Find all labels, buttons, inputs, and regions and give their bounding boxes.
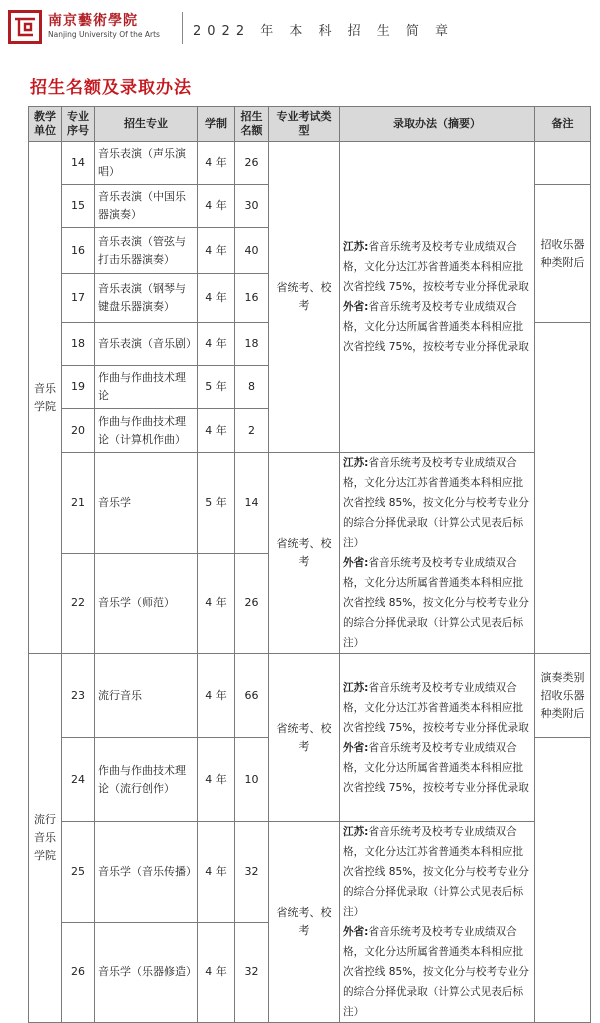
rule-other-province-label: 外省: [343,301,369,313]
major-name: 音乐学（师范） [95,553,198,654]
admission-table [28,106,591,1023]
quota: 66 [235,654,269,738]
table-row [29,654,591,738]
quota: 30 [235,185,269,228]
rule-jiangsu-label: 江苏: [343,457,369,469]
note-cell: 演奏类别招收乐器种类附后 [535,654,591,738]
major-number: 18 [62,323,95,366]
study-years: 4 年 [198,553,235,654]
quota: 32 [235,822,269,923]
column-header: 专业序号 [62,107,95,142]
study-years: 4 年 [198,922,235,1023]
note-cell: 招收乐器种类附后 [535,185,591,323]
study-years: 4 年 [198,142,235,185]
rule-jiangsu-label: 江苏: [343,681,369,694]
column-header: 专业考试类型 [269,107,340,142]
quota: 10 [235,738,269,822]
rule-other-province-text: 省音乐统考及校考专业成绩双合格，文化分达所属省普通类本科相应批次省控线 75%，按校考专业分择优录取 [343,301,529,353]
major-name: 音乐表演（中国乐器演奏） [95,185,198,228]
quota: 18 [235,323,269,366]
admission-rule-cell [340,822,535,1023]
study-years: 4 年 [198,409,235,453]
column-header: 教学单位 [29,107,62,142]
column-header: 招生专业 [95,107,198,142]
major-number: 21 [62,453,95,554]
exam-type-cell: 省统考、校考 [269,453,340,654]
major-number: 26 [62,922,95,1023]
rule-other-province-label: 外省: [343,926,369,938]
quota: 26 [235,142,269,185]
major-name: 音乐表演（声乐演唱） [95,142,198,185]
exam-type-cell: 省统考、校考 [269,142,340,453]
table-row [29,822,591,923]
column-header: 录取办法（摘要） [340,107,535,142]
major-name: 音乐表演（管弦与打击乐器演奏） [95,228,198,274]
major-number: 15 [62,185,95,228]
major-name: 音乐学 [95,453,198,554]
note-cell [535,323,591,654]
study-years: 4 年 [198,654,235,738]
major-name: 音乐学（音乐传播） [95,822,198,923]
quota: 32 [235,922,269,1023]
table-row [29,453,591,554]
major-number: 14 [62,142,95,185]
study-years: 5 年 [198,366,235,409]
note-cell [535,142,591,185]
column-header: 招生名额 [235,107,269,142]
major-name: 流行音乐 [95,654,198,738]
university-name-cn: 南京藝術學院 [48,13,138,29]
quota: 40 [235,228,269,274]
quota: 26 [235,553,269,654]
teaching-unit-cell: 音乐学院 [29,142,62,654]
major-number: 17 [62,274,95,323]
quota: 14 [235,453,269,554]
major-name: 音乐学（乐器修造） [95,922,198,1023]
study-years: 4 年 [198,274,235,323]
major-name: 作曲与作曲技术理论（流行创作） [95,738,198,822]
study-years: 4 年 [198,822,235,923]
quota: 8 [235,366,269,409]
study-years: 4 年 [198,185,235,228]
rule-jiangsu-label: 江苏: [343,241,369,253]
section-title: 招生名额及录取办法 [30,78,192,98]
rule-jiangsu-label: 江苏: [343,826,369,838]
rule-jiangsu-text: 省音乐统考及校考专业成绩双合格，文化分达江苏省普通类本科相应批次省控线 85%，按文化分与校考专业分的综合分择优录取（计算公式见表后标注） [343,826,529,918]
major-number: 22 [62,553,95,654]
note-cell [535,738,591,1023]
major-number: 16 [62,228,95,274]
study-years: 4 年 [198,323,235,366]
teaching-unit-cell: 流行音乐学院 [29,654,62,1023]
rule-other-province-label: 外省: [343,741,369,754]
table-row [29,142,591,185]
study-years: 5 年 [198,453,235,554]
major-name: 音乐表演（钢琴与键盘乐器演奏） [95,274,198,323]
exam-type-cell: 省统考、校考 [269,822,340,1023]
rule-jiangsu-text: 省音乐统考及校考专业成绩双合格，文化分达江苏省普通类本科相应批次省控线 75%，按校考专业分择优录取 [343,681,529,734]
major-number: 23 [62,654,95,738]
rule-other-province-text: 省音乐统考及校考专业成绩双合格，文化分达所属省普通类本科相应批次省控线 85%，按文化分与校考专业分的综合分择优录取（计算公式见表后标注） [343,557,529,649]
major-number: 19 [62,366,95,409]
rule-other-province-text: 省音乐统考及校考专业成绩双合格，文化分达所属省普通类本科相应批次省控线 75%，按校考专业分择优录取 [343,741,529,794]
rule-jiangsu-text: 省音乐统考及校考专业成绩双合格，文化分达江苏省普通类本科相应批次省控线 75%，按校考专业分择优录取 [343,241,529,293]
admission-rule-cell [340,142,535,453]
document-title: 2022 年 本 科 招 生 简 章 [193,24,455,39]
page-header [0,0,600,52]
rule-other-province-label: 外省: [343,557,369,569]
major-name: 作曲与作曲技术理论 [95,366,198,409]
table-header-row [29,107,591,142]
quota: 16 [235,274,269,323]
column-header: 学制 [198,107,235,142]
quota: 2 [235,409,269,453]
header-divider [182,12,183,44]
rule-jiangsu-text: 省音乐统考及校考专业成绩双合格，文化分达江苏省普通类本科相应批次省控线 85%，按文化分与校考专业分的综合分择优录取（计算公式见表后标注） [343,457,529,549]
university-seal-logo [8,10,42,44]
major-name: 作曲与作曲技术理论（计算机作曲） [95,409,198,453]
study-years: 4 年 [198,738,235,822]
major-name: 音乐表演（音乐剧） [95,323,198,366]
exam-type-cell: 省统考、校考 [269,654,340,822]
admission-rule-cell [340,654,535,822]
column-header: 备注 [535,107,591,142]
study-years: 4 年 [198,228,235,274]
major-number: 25 [62,822,95,923]
admission-rule-cell [340,453,535,654]
rule-other-province-text: 省音乐统考及校考专业成绩双合格，文化分达所属省普通类本科相应批次省控线 85%，按文化分与校考专业分的综合分择优录取（计算公式见表后标注） [343,926,529,1018]
major-number: 20 [62,409,95,453]
major-number: 24 [62,738,95,822]
university-name-en: Nanjing University Of the Arts [48,30,160,39]
